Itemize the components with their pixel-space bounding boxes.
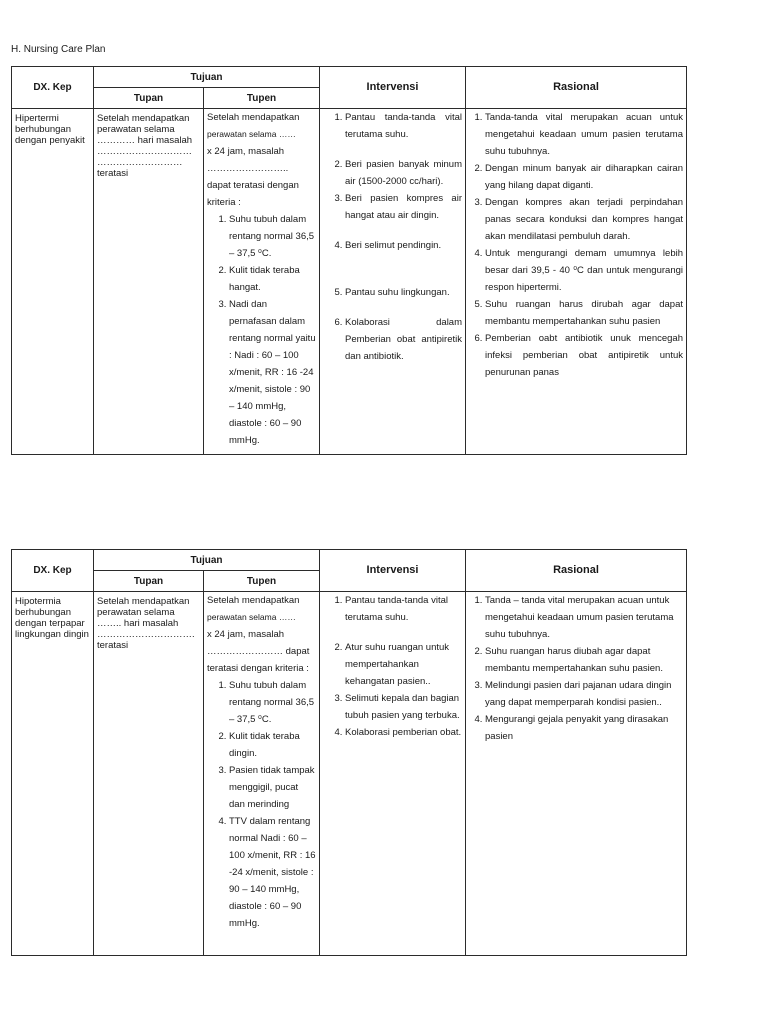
rasional-cell (466, 109, 687, 455)
header-intervensi: Intervensi (320, 550, 466, 592)
tupen-criteria-list (207, 211, 316, 449)
tupen-criteria-item: 4. TTV dalam rentang normal Nadi : 60 – 100 x/menit, RR : 16 -24 x/menit, sistole : 90 – 140 mmHg, diastole : 60 – 90 mmHg. (229, 813, 316, 932)
tupen-cell (204, 109, 320, 455)
care-plan-table-hipertermi (11, 66, 687, 455)
rasional-list (469, 592, 683, 745)
rasional-item: 4. Mengurangi gejala penyakit yang dirasakan pasien (485, 711, 683, 745)
intervensi-item: 3. Beri pasien kompres air hangat atau air dingin. (345, 190, 462, 224)
tupen-intro-line: Setelah mendapatkan (207, 112, 300, 123)
header-tupan: Tupan (94, 571, 204, 592)
tupen-intro-line: x 24 jam, masalah (207, 146, 285, 157)
tupen-intro-line: dapat teratasi dengan kriteria : (207, 180, 299, 208)
intervensi-item: 4. Kolaborasi pemberian obat. (345, 724, 462, 741)
tupan-text: Setelah mendapatkan perawatan selama ………… hari masalah ………………………… ……………………… teratasi (94, 109, 204, 455)
header-dx-kep: DX. Kep (12, 67, 94, 109)
rasional-item: 2. Dengan minum banyak air diharapkan cairan yang hilang dapat diganti. (485, 160, 683, 194)
intervensi-item: 4. Beri selimut pendingin. (345, 237, 462, 254)
rasional-item: 3. Dengan kompres akan terjadi perpindahan panas secara konduksi dan kompres hangat akan mendilatasi pembuluh darah. (485, 194, 683, 245)
intervensi-cell (320, 592, 466, 956)
header-tupan: Tupan (94, 88, 204, 109)
tupan-text: Setelah mendapatkan perawatan selama …….. hari masalah …………………………. teratasi (94, 592, 204, 956)
dx-diagnosis: Hipertermi berhubungan dengan penyakit (12, 109, 94, 455)
tupen-cell (204, 592, 320, 956)
header-rasional: Rasional (466, 550, 687, 592)
intervensi-item: 5. Pantau suhu lingkungan. (345, 284, 462, 301)
tupen-criteria-item: 2. Kulit tidak teraba hangat. (229, 262, 316, 296)
tupen-intro-line: perawatan selama …… (207, 612, 296, 622)
rasional-item: 2. Suhu ruangan harus diubah agar dapat membantu mempertahankan suhu pasien. (485, 643, 683, 677)
header-tupen: Tupen (204, 571, 320, 592)
intervensi-item: 6. Kolaborasi dalam Pemberian obat antipiretik dan antibiotik. (345, 314, 462, 365)
rasional-item: 3. Melindungi pasien dari pajanan udara dingin yang dapat memperparah kondisi pasien.. (485, 677, 683, 711)
header-tujuan: Tujuan (94, 67, 320, 88)
rasional-item: 5. Suhu ruangan harus dirubah agar dapat membantu mempertahankan suhu pasien (485, 296, 683, 330)
dx-diagnosis: Hipotermia berhubungan dengan terpapar lingkungan dingin (12, 592, 94, 956)
care-plan-table-hipotermia (11, 549, 687, 956)
rasional-cell (466, 592, 687, 956)
header-intervensi: Intervensi (320, 67, 466, 109)
tupen-criteria-item: 1. Suhu tubuh dalam rentang normal 36,5 – 37,5 ⁰C. (229, 211, 316, 262)
header-dx-kep: DX. Kep (12, 550, 94, 592)
rasional-list (469, 109, 683, 381)
tupen-criteria-item: 1. Suhu tubuh dalam rentang normal 36,5 – 37,5 ⁰C. (229, 677, 316, 728)
tupen-criteria-item: 3. Pasien tidak tampak menggigil, pucat dan merinding (229, 762, 316, 813)
intervensi-list (323, 592, 462, 741)
rasional-item: 1. Tanda-tanda vital merupakan acuan untuk mengetahui keadaan umum pasien terutama suhu tubuhnya. (485, 109, 683, 160)
intervensi-list (323, 109, 462, 365)
intervensi-item: 2. Atur suhu ruangan untuk mempertahankan kehangatan pasien.. (345, 639, 462, 690)
rasional-item: 4. Untuk mengurangi demam umumnya lebih besar dari 39,5 - 40 ⁰C dan untuk mengurangi respon hipertermi. (485, 245, 683, 296)
tupen-criteria-item: 2. Kulit tidak teraba dingin. (229, 728, 316, 762)
intervensi-item: 2. Beri pasien banyak minum air (1500-2000 cc/hari). (345, 156, 462, 190)
header-rasional: Rasional (466, 67, 687, 109)
tupen-intro-line: …………………….. (207, 163, 289, 174)
section-heading: H. Nursing Care Plan (11, 44, 106, 55)
tupen-criteria-item: 3. Nadi dan pernafasan dalam rentang normal yaitu : Nadi : 60 – 100 x/menit, RR : 16 -24 x/menit, sistole : 90 – 140 mmHg, diastole : 60 – 90 mmHg. (229, 296, 316, 449)
intervensi-cell (320, 109, 466, 455)
intervensi-item: 3. Selimuti kepala dan bagian tubuh pasien yang terbuka. (345, 690, 462, 724)
tupen-criteria-list (207, 677, 316, 932)
tupen-intro-line: perawatan selama …… (207, 129, 296, 139)
tupen-intro-line: x 24 jam, masalah (207, 629, 285, 640)
tupen-intro-line: …………………… dapat teratasi dengan kriteria : (207, 646, 310, 674)
tupen-intro-line: Setelah mendapatkan (207, 595, 300, 606)
header-tupen: Tupen (204, 88, 320, 109)
rasional-item: 1. Tanda – tanda vital merupakan acuan untuk mengetahui keadaan umum pasien terutama suhu tubuhnya. (485, 592, 683, 643)
intervensi-item: 1. Pantau tanda-tanda vital terutama suhu. (345, 592, 462, 626)
header-tujuan: Tujuan (94, 550, 320, 571)
rasional-item: 6. Pemberian oabt antibiotik unuk mencegah infeksi pemberian obat antipiretik untuk penurunan panas (485, 330, 683, 381)
intervensi-item: 1. Pantau tanda-tanda vital terutama suhu. (345, 109, 462, 143)
